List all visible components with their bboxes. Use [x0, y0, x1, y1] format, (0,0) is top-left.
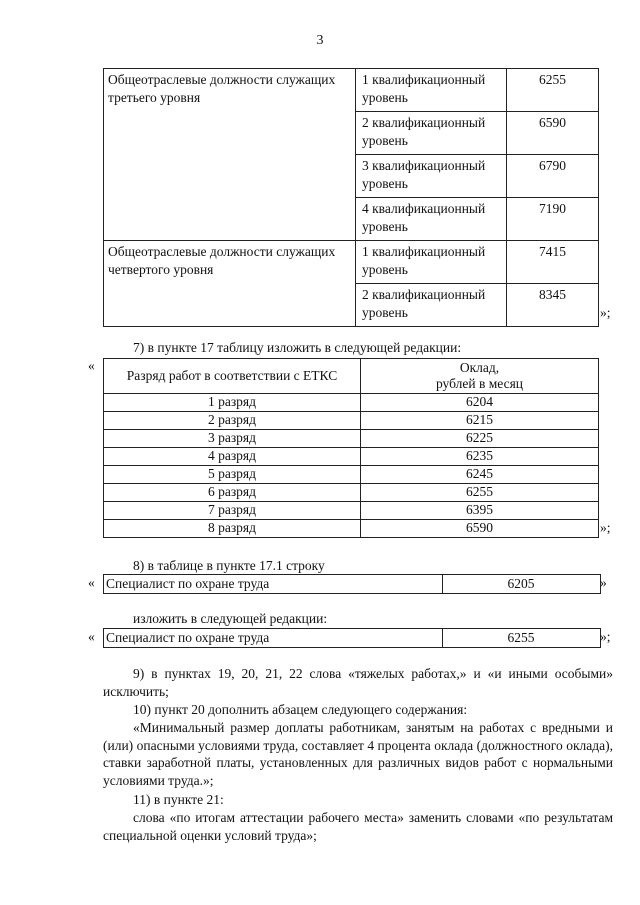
item-7-text: 7) в пункте 17 таблицу изложить в следующей редакции:: [133, 340, 462, 355]
salary-value: 8345: [507, 284, 599, 327]
grade-salary-table: [103, 358, 599, 538]
item-11-body: слова «по итогам аттестации рабочего места» заменить словами «по результатам специальной оценки условий труда»;: [103, 810, 613, 843]
table-row: [104, 502, 599, 520]
qualification-level: 2 квалификационный уровень: [356, 112, 507, 155]
qualification-level: 1 квалификационный уровень: [356, 241, 507, 284]
item-11-text: 11) в пункте 21:: [133, 792, 224, 807]
old-row-salary: 6205: [507, 576, 535, 591]
salary-cell: 6204: [361, 394, 599, 412]
grade-cell: 4 разряд: [104, 448, 361, 466]
grade-cell: 2 разряд: [104, 412, 361, 430]
qualification-level: 4 квалификационный уровень: [356, 198, 507, 241]
new-row-close-quote: »;: [600, 629, 611, 644]
salary-cell: 6590: [361, 520, 599, 538]
table-row: [104, 241, 599, 284]
table-row: [104, 69, 599, 112]
table-row: [104, 394, 599, 412]
grade-cell: 3 разряд: [104, 430, 361, 448]
table1-closing-quote: »;: [600, 305, 611, 320]
qualification-level: 3 квалификационный уровень: [356, 155, 507, 198]
new-row-position: Специалист по охране труда: [106, 630, 270, 645]
salary-value: 7190: [507, 198, 599, 241]
table-row: [104, 484, 599, 502]
item-10-text: 10) пункт 20 дополнить абзацем следующего содержания:: [133, 702, 468, 717]
salary-cell: 6245: [361, 466, 599, 484]
item-7-open-quote: «: [88, 358, 95, 373]
salary-cell: 6255: [361, 484, 599, 502]
position-group-name: Общеотраслевые должности служащих третьего уровня: [104, 69, 356, 241]
salary-value: 7415: [507, 241, 599, 284]
table-row: [104, 412, 599, 430]
item-9-text: 9) в пунктах 19, 20, 21, 22 слова «тяжелых работах,» и «и иными особыми» исключить;: [103, 666, 613, 699]
salary-cell: 6235: [361, 448, 599, 466]
salary-value: 6790: [507, 155, 599, 198]
header-salary: [361, 359, 599, 394]
grade-cell: 7 разряд: [104, 502, 361, 520]
new-row-open-quote: «: [88, 629, 95, 644]
old-row-position: Специалист по охране труда: [106, 576, 270, 591]
item-7-closing-quote: »;: [600, 520, 611, 535]
page-number: 3: [316, 33, 324, 48]
position-group-name: Общеотраслевые должности служащих четвертого уровня: [104, 241, 356, 327]
table-row: [104, 430, 599, 448]
old-row-close-quote: »: [600, 575, 607, 590]
item-8-middle-text: изложить в следующей редакции:: [133, 611, 328, 626]
salary-cell: 6215: [361, 412, 599, 430]
salary-value: 6590: [507, 112, 599, 155]
qualification-level: 2 квалификационный уровень: [356, 284, 507, 327]
new-row-box: [103, 628, 601, 648]
table-row: [104, 520, 599, 538]
salary-cell: 6395: [361, 502, 599, 520]
header-grade: Разряд работ в соответствии с ЕТКС: [104, 359, 361, 394]
table-row: [104, 466, 599, 484]
grade-cell: 6 разряд: [104, 484, 361, 502]
header-salary-line2: рублей в месяц: [435, 376, 524, 391]
old-row-open-quote: «: [88, 575, 95, 590]
grade-cell: 1 разряд: [104, 394, 361, 412]
table-header-row: [104, 359, 599, 394]
header-salary-line1: Оклад,: [459, 360, 500, 375]
qualification-salary-table: [103, 68, 599, 327]
old-row-box: [103, 574, 601, 594]
item-10-quote: «Минимальный размер доплаты работникам, занятым на работах с вредными и (или) опасными условиями труда, составляет 4 процента оклада (должностного оклада), ставки заработной платы, установленных для различных видов работ с нормальными условиями труда.»;: [103, 720, 613, 788]
grade-cell: 8 разряд: [104, 520, 361, 538]
table-row: [104, 448, 599, 466]
item-8-text: 8) в таблице в пункте 17.1 строку: [133, 558, 325, 573]
salary-cell: 6225: [361, 430, 599, 448]
qualification-level: 1 квалификационный уровень: [356, 69, 507, 112]
new-row-salary: 6255: [507, 630, 535, 645]
salary-value: 6255: [507, 69, 599, 112]
grade-cell: 5 разряд: [104, 466, 361, 484]
